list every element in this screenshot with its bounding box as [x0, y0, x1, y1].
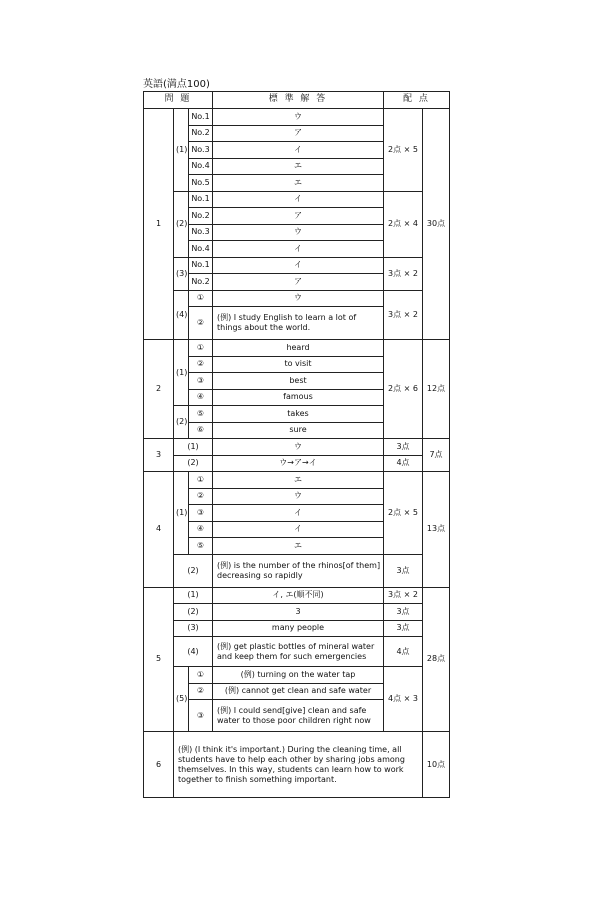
- table-row: [144, 554, 450, 571]
- header-answer: 標 準 解 答: [213, 92, 384, 109]
- table-row: [144, 587, 450, 604]
- q2-number: 2: [144, 340, 174, 439]
- q5-item-label: (3): [174, 620, 213, 637]
- item-no: No.4: [189, 158, 213, 175]
- answer-cell: エ: [213, 158, 384, 175]
- answer-cell: sure: [213, 422, 384, 439]
- q1-number: 1: [144, 109, 174, 340]
- q2-points: 2点 × 6: [384, 340, 423, 439]
- header-question: 問 題: [144, 92, 213, 109]
- item-no: ②: [189, 356, 213, 373]
- q1-s3-label: (3): [174, 257, 189, 290]
- q3-item-label: (1): [174, 439, 213, 456]
- item-no: ①: [189, 340, 213, 357]
- item-no: ⑤: [189, 538, 213, 555]
- q3-item-label: (2): [174, 455, 213, 472]
- q5-number: 5: [144, 587, 174, 732]
- answer-cell: ア: [213, 125, 384, 142]
- answer-cell: ウ: [213, 439, 384, 456]
- item-no: ⑤: [189, 406, 213, 423]
- item-no: No.5: [189, 175, 213, 192]
- q4-s1-points: 2点 × 5: [384, 472, 423, 555]
- table-row: [144, 340, 450, 357]
- answer-cell: (例) I could send[give] clean and safe water to those poor children right now: [213, 700, 384, 732]
- item-no: ②: [189, 488, 213, 505]
- answer-cell: エ: [213, 175, 384, 192]
- points-cell: 4点: [384, 637, 423, 667]
- q4-s1-label: (1): [174, 472, 189, 555]
- item-no: ④: [189, 389, 213, 406]
- answer-cell: (例) turning on the water tap: [213, 667, 384, 684]
- answer-cell: ア: [213, 274, 384, 291]
- answer-cell: heard: [213, 340, 384, 357]
- answer-cell: ウ: [213, 488, 384, 505]
- answer-cell: ウ: [213, 290, 384, 307]
- answer-cell: (例) is the number of the rhinos[of them] decreasing so rapidly: [213, 554, 384, 587]
- q1-s2-label: (2): [174, 191, 189, 257]
- item-no: ①: [189, 290, 213, 307]
- answer-key-table: [143, 91, 450, 798]
- item-no: No.4: [189, 241, 213, 258]
- q6-total: 10点: [423, 732, 450, 798]
- table-header-row: [144, 92, 450, 109]
- q6-answer: (例) (I think it's important.) During the cleaning time, all students have to help each other by sharing jobs among themselves. In this way, students can learn how to work together to finish something important.: [174, 732, 423, 798]
- item-no: No.2: [189, 208, 213, 225]
- q5-s5-points: 4点 × 3: [384, 667, 423, 732]
- q5-item-label: (4): [174, 637, 213, 667]
- q5-total: 28点: [423, 587, 450, 732]
- q1-s3-points: 3点 × 2: [384, 257, 423, 290]
- item-no: ①: [189, 472, 213, 489]
- q4-total: 13点: [423, 472, 450, 588]
- table-row: [144, 439, 450, 456]
- table-row: [144, 257, 450, 274]
- table-row: [144, 604, 450, 621]
- answer-cell: エ: [213, 538, 384, 555]
- q4-s2-label: (2): [174, 554, 213, 587]
- table-row: [144, 472, 450, 489]
- item-no: No.1: [189, 257, 213, 274]
- q1-s1-points: 2点 × 5: [384, 109, 423, 192]
- points-cell: 3点 × 2: [384, 587, 423, 604]
- item-no: ⑥: [189, 422, 213, 439]
- answer-cell: ウ: [213, 224, 384, 241]
- item-no: ③: [189, 700, 213, 732]
- item-no: No.1: [189, 109, 213, 126]
- q1-s4-label: (4): [174, 290, 189, 340]
- points-cell: 3点: [384, 439, 423, 456]
- answer-cell: エ: [213, 472, 384, 489]
- q5-item-label: (1): [174, 587, 213, 604]
- answer-cell: ウ→ア→イ: [213, 455, 384, 472]
- table-row: [144, 109, 450, 126]
- item-no: ③: [189, 505, 213, 522]
- answer-cell: to visit: [213, 356, 384, 373]
- q6-number: 6: [144, 732, 174, 798]
- answer-cell: イ, エ(順不同): [213, 587, 384, 604]
- answer-cell: ア: [213, 208, 384, 225]
- q4-number: 4: [144, 472, 174, 588]
- points-cell: 3点: [384, 620, 423, 637]
- table-row: [144, 455, 450, 472]
- table-row: [144, 667, 450, 684]
- item-no: ②: [189, 307, 213, 340]
- q2-total: 12点: [423, 340, 450, 439]
- answer-cell: (例) I study English to learn a lot of things about the world.: [213, 307, 384, 340]
- q1-s4-points: 3点 × 2: [384, 290, 423, 340]
- q1-total: 30点: [423, 109, 450, 340]
- points-cell: 3点: [384, 604, 423, 621]
- item-no: No.2: [189, 274, 213, 291]
- q2-s1-label: (1): [174, 340, 189, 406]
- answer-cell: best: [213, 373, 384, 390]
- table-row: [144, 637, 450, 652]
- answer-cell: イ: [213, 521, 384, 538]
- answer-cell: イ: [213, 191, 384, 208]
- points-cell: 4点: [384, 455, 423, 472]
- answer-cell: イ: [213, 257, 384, 274]
- q2-s2-label: (2): [174, 406, 189, 439]
- item-no: No.1: [189, 191, 213, 208]
- answer-cell: (例) cannot get clean and safe water: [213, 683, 384, 700]
- answer-cell: ウ: [213, 109, 384, 126]
- page-title: 英語(満点100): [143, 79, 210, 90]
- header-points: 配 点: [384, 92, 450, 109]
- answer-cell: イ: [213, 505, 384, 522]
- q1-s1-label: (1): [174, 109, 189, 192]
- item-no: ④: [189, 521, 213, 538]
- item-no: No.3: [189, 142, 213, 159]
- q5-item-label: (2): [174, 604, 213, 621]
- item-no: No.2: [189, 125, 213, 142]
- answer-cell: 3: [213, 604, 384, 621]
- q3-total: 7点: [423, 439, 450, 472]
- item-no: ②: [189, 683, 213, 700]
- item-no: ①: [189, 667, 213, 684]
- q5-s5-label: (5): [174, 667, 189, 732]
- q3-number: 3: [144, 439, 174, 472]
- answer-cell: takes: [213, 406, 384, 423]
- item-no: ③: [189, 373, 213, 390]
- answer-cell: (例) get plastic bottles of mineral water and keep them for such emergencies: [213, 637, 384, 667]
- q1-s2-points: 2点 × 4: [384, 191, 423, 257]
- table-row: [144, 620, 450, 637]
- answer-cell: many people: [213, 620, 384, 637]
- item-no: No.3: [189, 224, 213, 241]
- answer-cell: イ: [213, 241, 384, 258]
- answer-cell: イ: [213, 142, 384, 159]
- table-row: [144, 191, 450, 208]
- answer-cell: famous: [213, 389, 384, 406]
- q4-s2-points: 3点: [384, 554, 423, 587]
- table-row: [144, 732, 450, 798]
- table-row: [144, 290, 450, 307]
